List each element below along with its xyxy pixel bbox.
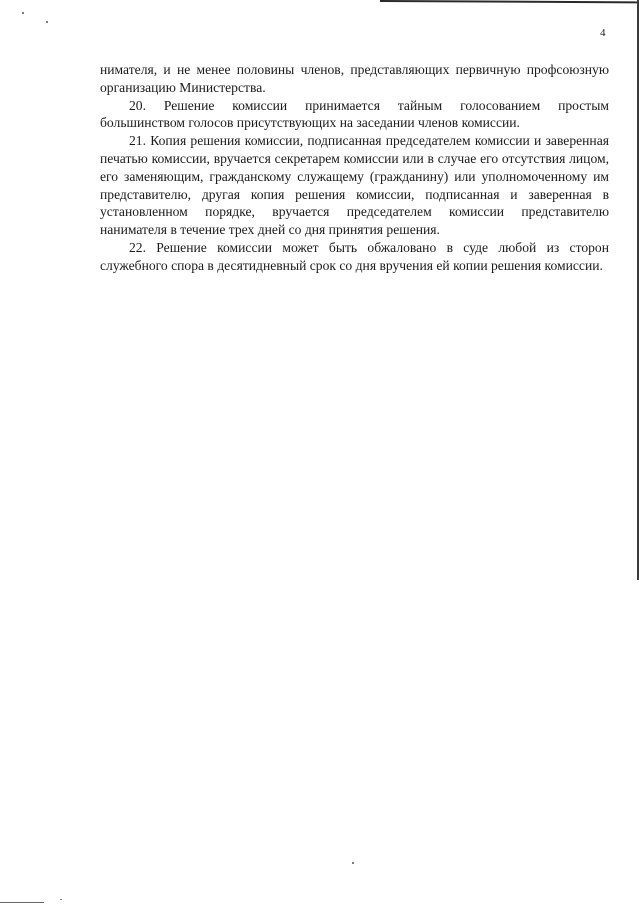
paragraph-item-21: 21. Копия решения комиссии, подписанная председателем комиссии и заверенная печатью комиссии, вручается секретарем комиссии или в случае его отсутствия лицом, его заменяющим, гражданскому служащему (гражданину) или уполномоченному им представителю, другая копия решения комиссии, подписанная и заверенная в установленном порядке, вручается председателем комиссии представителю нанимателя в течение трех дней со дня принятия решения. <box>100 133 609 238</box>
page-number: 4 <box>600 27 606 39</box>
scan-speck <box>22 12 24 14</box>
paragraph-continuation: нимателя, и не менее половины членов, представляющих первичную профсоюзную организацию Министерства. <box>100 62 609 95</box>
scan-speck <box>60 899 62 900</box>
paragraph-item-22: 22. Решение комиссии может быть обжаловано в суде любой из сторон служебного спора в десятидневный срок со дня вручения ей копии решения комиссии. <box>100 239 609 273</box>
scan-speck <box>46 21 48 23</box>
scan-edge-top <box>380 0 639 3</box>
scan-speck <box>352 862 354 864</box>
document-body <box>100 61 609 275</box>
paragraph-item-20: 20. Решение комиссии принимается тайным голосованием простым большинством голосов присутствующих на заседании членов комиссии. <box>100 97 609 131</box>
scan-edge-bottom <box>0 902 44 903</box>
